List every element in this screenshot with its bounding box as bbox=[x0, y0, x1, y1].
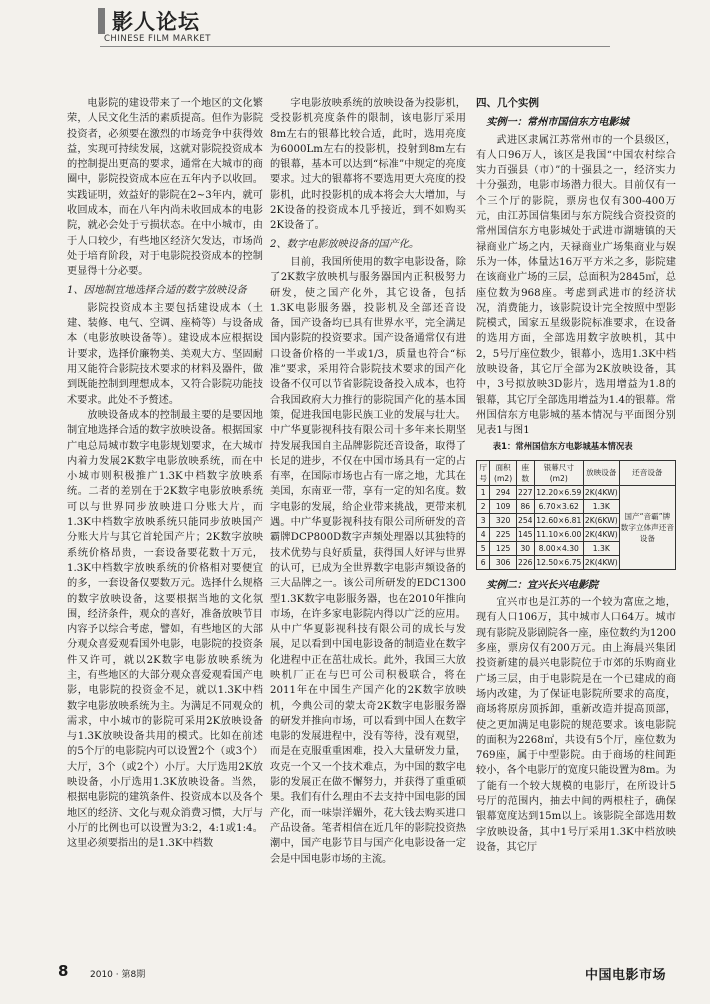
header-divider bbox=[100, 46, 610, 47]
column-header: 厅号 bbox=[477, 460, 490, 485]
table-cell: 6.70×3.62 bbox=[534, 499, 583, 513]
table-cell: 320 bbox=[490, 513, 517, 527]
section-title: 影人论坛 bbox=[112, 9, 200, 34]
section-marker bbox=[98, 8, 105, 34]
column-header: 放映设备 bbox=[583, 460, 619, 485]
paragraph: 目前，我国所使用的数字电影设备，除了2K数字放映机与服务器国内正积极努力研发，使之国产化外，其它设备，包括1.3K电影服务器，投影机及全部还音设备，国产设备均已具有世界水平，完全满足国内影院的投资要求。国产设备通常仅有进口设备价格的一半或1/3，质量也符合“标准”要求，采用符合影院技术要求的国产化设备不仅可以节省影院设备投入成本，也符合我国政府大力推行的影院国产化的基本国策，促进我国电影民族工业的发展与壮大。中广华夏影视科技有限公司十多年来长期坚持发展我国自主品牌影院还音设备，取得了长足的进步，不仅在中国市场具有一定的占有率，在国际市场也占有一席之地，尤其在美国，东南亚一带，享有一定的知名度。数字电影的发展，给企业带来挑战，更带来机遇。中广华夏影视科技有限公司所研发的音霸牌DCP800D数字声频处理器以其独特的技术优势与良好质量，获得国人好评与世界的认可，已成为全世界数字电影声频设备的三大品牌之一。该公司所研发的EDC1300型1.3K数字电影服务器，也在2010年推向市场，在许多家电影院内得以广泛的应用。从中广华夏影视科技有限公司的成长与发展，足以看到中国电影设备的制造业在数字化进程中正在茁壮成长。此外，我国三大放映机厂正在与巴可公司积极联合，将在2011年在中国生产国产化的2K数字放映机，今典公司的蒙太奇2K数字电影服务器的研发并推向市场，可以看到中国人在数字电影的发展进程中，没有等待，没有观望，而是在克服重重困难，投入大量研发力量，攻克一个又一个技术难点，为中国的数字电影的发展正在做不懈努力，并获得了重重硕果。我们有什么理由不去支持中国电影的国产化，而一味崇洋媚外，花大钱去购买进口产品设备。笔者相信在近几年的影院投资热潮中，国产电影节目与国产化电影设备一定会是中国电影市场的主流。 bbox=[270, 256, 466, 865]
table-row bbox=[477, 485, 676, 499]
table-cell: 12.60×6.81 bbox=[534, 513, 583, 527]
column-header: 座数 bbox=[516, 460, 534, 485]
table-cell: 2 bbox=[477, 499, 490, 513]
case-title: 实例二：宜兴长兴电影院 bbox=[486, 578, 599, 591]
table-cell: 12.20×6.59 bbox=[534, 485, 583, 499]
text-column-2 bbox=[270, 96, 466, 867]
table-caption: 表1：常州国信东方电影城基本情况表 bbox=[492, 440, 633, 451]
table-cell: 254 bbox=[516, 513, 534, 527]
magazine-name: 中国电影市场 bbox=[585, 968, 667, 983]
paragraph: 武进区隶属江苏常州市的一个县级区，有人口96万人，该区是我国“中国农村综合实力百强县（市）”的十强县之一，经济实力十分强劲，电影市场潜力很大。目前仅有一个三个厅的影院，票房也仅有300-400万元，由江苏国信集团与东方院线合资投资的常州国信东方电影城处于武进市湖塘镇的天禄商业广场之内，天禄商业广场集商业与娱乐为一体，体量达16万平方米之多，影院建在该商业广场的三层，总面积为2845㎡，总座位数为968座。考虑到武进市的经济状况，消费能力，该影院设计完全按照中型影院模式，国家五星级影院标准要求，在设备的选用方面，全部选用数字放映机，其中2，5号厅座位数少，银幕小，选用1.3K中档放映设备，其它厅全部为2K放映设备，其中，3号拟放映3D影片，选用增益为1.8的银幕，其它厅全部选用增益为1.4的银幕。常州国信东方电影城的基本情况与平面图分别见表1与图1 bbox=[476, 134, 676, 437]
text-column-1 bbox=[67, 96, 263, 852]
page-number: 8 bbox=[58, 962, 69, 980]
table-cell: 125 bbox=[490, 541, 517, 555]
table-cell: 5 bbox=[477, 541, 490, 555]
table-cell: 12.50×6.75 bbox=[534, 555, 583, 569]
table-cell: 2K(6KW) bbox=[583, 513, 619, 527]
table-cell: 30 bbox=[516, 541, 534, 555]
table-cell: 109 bbox=[490, 499, 517, 513]
table-cell: 6 bbox=[477, 555, 490, 569]
table-cell: 8.00×4.30 bbox=[534, 541, 583, 555]
table-cell: 1 bbox=[477, 485, 490, 499]
column-header: 还音设备 bbox=[619, 460, 675, 485]
paragraph: 宜兴市也是江苏的一个较为富庶之地，现有人口106万，其中城市人口64万。城市现有影院及影剧院各一座，座位数约为1200多座，票房仅有200万元。由上海晨兴集团投资新建的晨兴电影院位于市郊的乐购商业广场三层，由于电影院是在一个已建成的商场内改建，为了保证电影院所要求的高度，商场将原房顶拆卸，重新改造并提高顶部，使之更加满足电影院的规范要求。该电影院的面积为2268㎡，共设有5个厅，座位数为769座，属于中型影院。由于商场的柱间距较小，各个电影厅的宽度只能设置为8m。为了能有一个较大规模的电影厅，在所设计5号厅的范围内，抽去中间的两根柱子，确保银幕宽度达到15m以上。该影院全部选用数字放映设备，其中1号厅采用1.3K中档放映设备，其它厅 bbox=[476, 597, 676, 853]
subsection-title: 2、数字电影放映设备的国产化。 bbox=[270, 238, 420, 250]
table-cell: 86 bbox=[516, 499, 534, 513]
table-cell: 1.3K bbox=[583, 541, 619, 555]
page-header bbox=[0, 0, 710, 90]
table-cell: 1.3K bbox=[583, 499, 619, 513]
table-cell: 225 bbox=[490, 527, 517, 541]
table-cell: 3 bbox=[477, 513, 490, 527]
section-heading: 四、几个实例 bbox=[476, 97, 539, 109]
sound-equipment-cell: 国产“音霸”牌数字立体声还音设备 bbox=[619, 485, 675, 569]
table-cell: 11.10×6.00 bbox=[534, 527, 583, 541]
paragraph: 电影院的建设带来了一个地区的文化繁荣，人民文化生活的素质提高。但作为影院投资者，必须要在激烈的市场竞争中获得效益，实现可持续发展，这就对影院投资成本的控制提出更高的要求，通常在大城市的商圈中，影院投资成本应在五年内予以收回。实践证明，效益好的影院在2~3年内，就可收回成本，而在八年内尚未收回成本的电影院，就必会处于亏损状态。在中小城市，由于人口较少，有些地区经济欠发达，市场尚处于培育阶段，对于电影院投资成本的控制更显得十分必要。 bbox=[67, 98, 263, 278]
table-cell: 145 bbox=[516, 527, 534, 541]
table-header-row bbox=[477, 460, 676, 485]
table-cell: 4 bbox=[477, 527, 490, 541]
column-header: 面积(m2) bbox=[490, 460, 517, 485]
table-cell: 2K(4KW) bbox=[583, 485, 619, 499]
table-cell: 2K(4KW) bbox=[583, 527, 619, 541]
subsection-title: 1、因地制宜地选择合适的数字放映设备 bbox=[67, 284, 247, 296]
table-cell: 227 bbox=[516, 485, 534, 499]
issue-label: 2010 · 第8期 bbox=[90, 970, 146, 980]
section-subtitle-en: CHINESE FILM MARKET bbox=[104, 34, 211, 44]
cinema-info-table bbox=[476, 460, 676, 570]
table-cell: 294 bbox=[490, 485, 517, 499]
text-column-3 bbox=[476, 96, 676, 855]
table-cell: 2K(4KW) bbox=[583, 555, 619, 569]
table-cell: 226 bbox=[516, 555, 534, 569]
paragraph: 影院投资成本主要包括建设成本（土建、装修、电气、空调、座椅等）与设备成本（电影放映设备等）。建设成本应根据设计要求，选择价廉物美、美观大方、坚固耐用又能符合影院技术要求的材料及器件，做到既能控制到理想成本，又符合影院功能技术要求。此处不予赘述。 bbox=[67, 302, 263, 406]
page-footer bbox=[0, 960, 710, 1004]
table-cell: 306 bbox=[490, 555, 517, 569]
paragraph: 字电影放映系统的放映设备为投影机，受投影机亮度条件的限制，该电影厅采用8m左右的银幕比较合适，此时，选用亮度为6000Lm左右的投影机，投射到8m左右的银幕，基本可以达到“标准”中规定的亮度要求。过大的银幕将不要选用更大亮度的投影机，此时投影机的成本将会大大增加，与2K设备的投资成本几乎接近，到不如购买2K设备了。 bbox=[270, 98, 466, 232]
column-header: 银幕尺寸(m2) bbox=[534, 460, 583, 485]
case-title: 实例一：常州市国信东方电影城 bbox=[486, 116, 629, 129]
paragraph: 放映设备成本的控制最主要的是要因地制宜地选择合适的数字放映设备。根据国家广电总局城市数字电影规划要求，在大城市内着力发展2K数字电影放映系统，而在中小城市则积极推广1.3K中档数字放映系统。二者的差别在于2K数字电影放映系统可以与世界同步放映进口分账大片，而1.3K中档数字放映系统只能同步放映国产分账大片与其它首轮国产片；2K数字放映系统价格昂贵，一套设备要花数十万元，1.3K中档数字放映系统的价格相对要便宜的多，一套设备仅要数万元。选择什么规格的数字放映设备，这要根据当地的文化氛围，经济条件，观众的喜好，准备放映节目内容予以综合考虑，譬如，有些地区的大部分观众喜爱观看国外电影，电影院的投资条件又许可，就以2K数字电影放映系统为主，有些地区的大部分观众喜爱观看国产电影，电影院的投资金不足，就以1.3K中档数字电影放映系统为主。为满足不同观众的需求，中小城市的影院可采用2K放映设备与1.3K放映设备共用的模式。比如在前述的5个厅的电影院内可以设置2个（或3个）大厅，3个（或2个）小厅。大厅选用2K放映设备，小厅选用1.3K放映设备。当然，根据电影院的建筑条件、投资成本以及各个地区的经济、文化与观众消费习惯，大厅与小厅的比例也可以设置为3:2，4:1或1:4。这里必须要指出的是1.3K中档数 bbox=[67, 409, 263, 850]
